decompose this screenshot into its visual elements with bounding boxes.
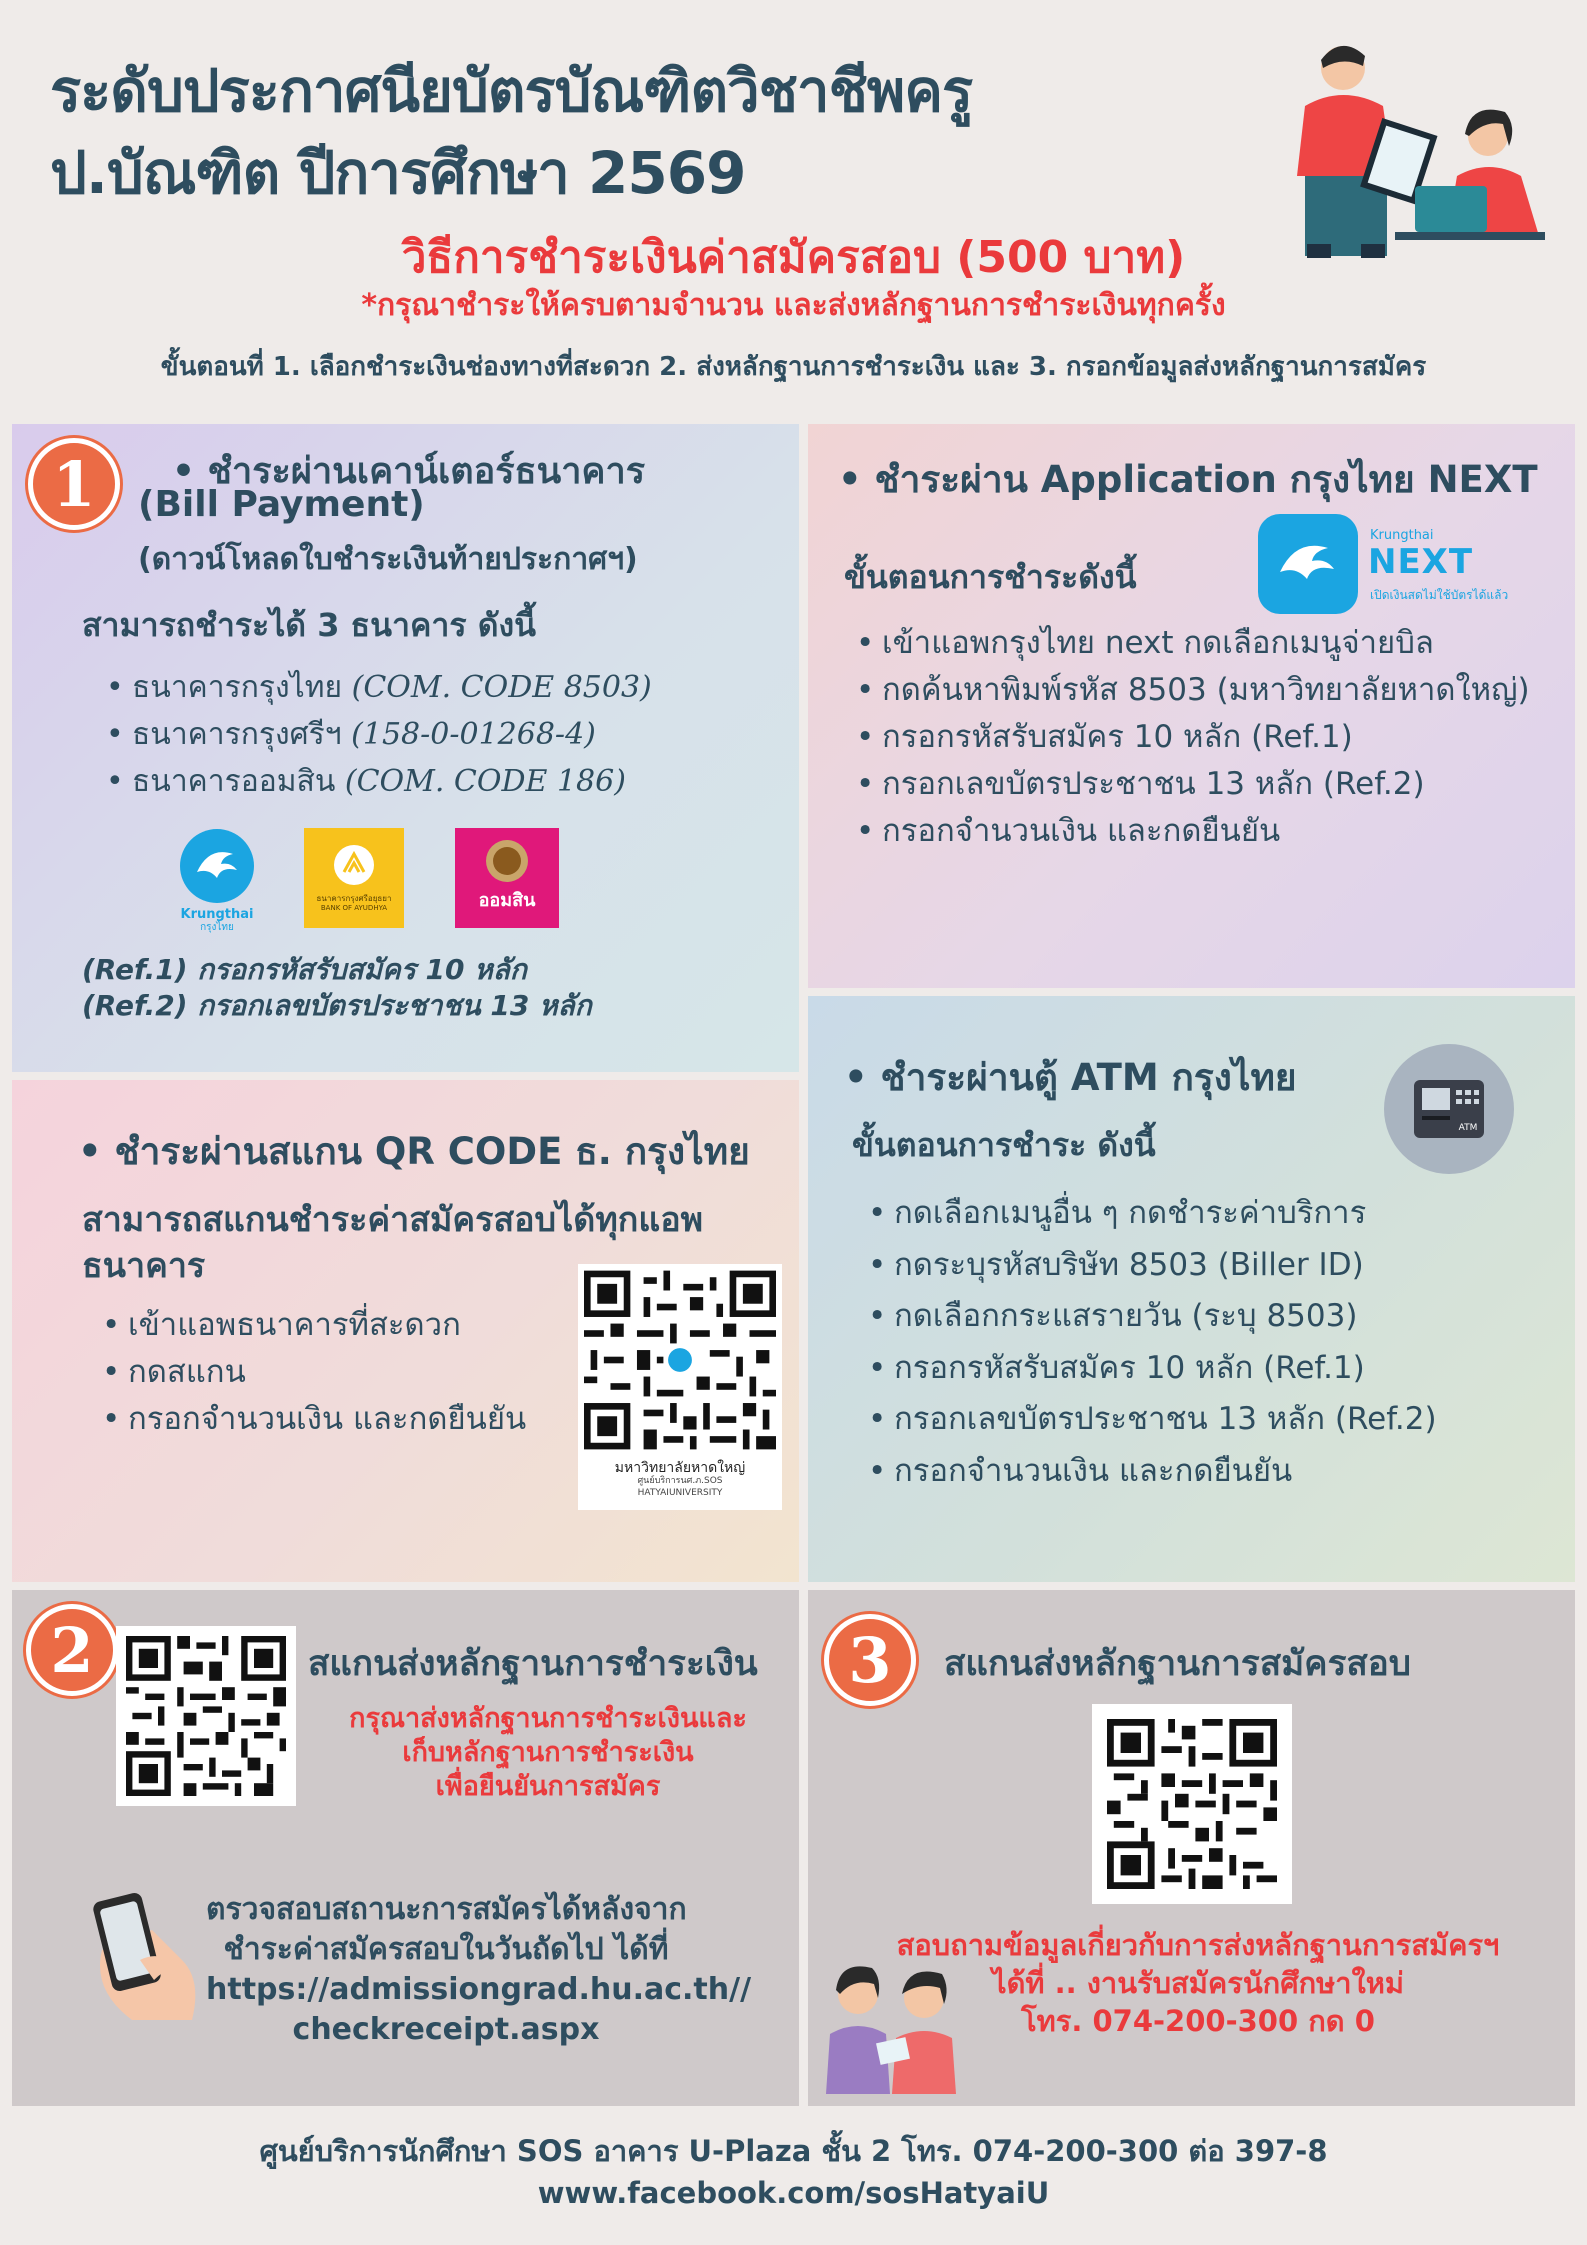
- app-step: • กรอกรหัสรับสมัคร 10 หลัก (Ref.1): [852, 714, 1530, 761]
- payment-qr-code-icon: [584, 1270, 776, 1450]
- atm-step: • กดระบุรหัสบริษัท 8503 (Biller ID): [864, 1240, 1437, 1292]
- counter-heading-bill: (Bill Payment): [138, 484, 425, 525]
- qr-step: • กดสแกน: [98, 1349, 526, 1396]
- app-steps-heading: ขั้นตอนการชำระดังนี้: [844, 558, 1137, 596]
- atm-machine-icon: [1384, 1044, 1514, 1174]
- app-step: • กดค้นหาพิมพ์รหัส 8503 (มหาวิทยาลัยหาดใหญ่): [852, 667, 1530, 714]
- atm-step: • กดเลือกเมนูอื่น ๆ กดชำระค่าบริการ: [864, 1188, 1437, 1240]
- qr-sub-line1: สามารถสแกนชำระค่าสมัครสอบได้ทุกแอพ: [82, 1200, 704, 1240]
- payment-proof-heading: สแกนส่งหลักฐานการชำระเงิน: [308, 1644, 758, 1684]
- qr-payment-panel: [12, 1080, 799, 1582]
- bank-item-gsb: • ธนาคารออมสิน (COM. CODE 186): [102, 758, 652, 805]
- atm-step: • กดเลือกกระแสรายวัน (ระบุ 8503): [864, 1291, 1437, 1343]
- payment-proof-qr-code-icon: [126, 1636, 286, 1796]
- status-check-link-path[interactable]: checkreceipt.aspx: [292, 2012, 600, 2047]
- phone-hand-icon: [82, 1890, 212, 2030]
- krungthai-next-logo: Krungthai NEXT เปิดเงินสดไม่ใช้บัตรได้แล้ว: [1258, 514, 1518, 614]
- steps-summary: ขั้นตอนที่ 1. เลือกชำระเงินช่องทางที่สะดวก 2. ส่งหลักฐานการชำระเงิน และ 3. กรอกข้อมูลส่งหลักฐานการสมัคร: [160, 352, 1427, 382]
- krungsri-logo: ธนาคารกรุงศรีอยุธยา BANK OF AYUDHYA: [304, 828, 404, 928]
- atm-step: • กรอกเลขบัตรประชาชน 13 หลัก (Ref.2): [864, 1394, 1437, 1446]
- gsb-emblem-icon: [482, 836, 532, 886]
- atm-payment-panel: [808, 996, 1575, 1582]
- ref1-note: (Ref.1) กรอกรหัสรับสมัคร 10 หลัก: [82, 953, 527, 986]
- atm-icon: [1384, 1044, 1514, 1174]
- qr-heading: • ชำระผ่านสแกน QR CODE ธ. กรุงไทย: [78, 1130, 750, 1173]
- app-step: • กรอกจำนวนเงิน และกดยืนยัน: [852, 808, 1530, 855]
- payment-subtitle: วิธีการชำระเงินค่าสมัครสอบ (500 บาท): [401, 232, 1186, 283]
- qr-steps-list: [98, 1302, 526, 1443]
- svg-text:ATM: ATM: [1458, 1123, 1478, 1133]
- app-heading: • ชำระผ่าน Application กรุงไทย NEXT: [838, 458, 1538, 501]
- gsb-logo: ออมสิน: [455, 828, 559, 928]
- krungthai-logo: Krungthai กรุงไทย: [177, 828, 257, 928]
- bank-item-krungthai: • ธนาคารกรุงไทย (COM. CODE 8503): [102, 664, 652, 711]
- footer-address: ศูนย์บริการนักศึกษา SOS อาคาร U-Plaza ชั้น 2 โทร. 074-200-300 ต่อ 397-8: [259, 2134, 1328, 2168]
- step-badge-1: 1: [28, 438, 120, 530]
- page-title-line1: ระดับประกาศนียบัตรบัณฑิตวิชาชีพครู: [50, 57, 973, 125]
- app-step: • กรอกเลขบัตรประชาชน 13 หลัก (Ref.2): [852, 761, 1530, 808]
- krungthai-bird-icon: [179, 828, 255, 904]
- application-proof-qr[interactable]: [1092, 1704, 1292, 1904]
- application-proof-qr-code-icon: [1107, 1719, 1277, 1889]
- payment-note: *กรุณาชำระให้ครบตามจำนวน และส่งหลักฐานการชำระเงินทุกครั้ง: [361, 288, 1226, 323]
- qr-step: • เข้าแอพธนาคารที่สะดวก: [98, 1302, 526, 1349]
- counter-heading: • ชำระผ่านเคาน์เตอร์ธนาคาร: [172, 451, 646, 492]
- atm-heading: • ชำระผ่านตู้ ATM กรุงไทย: [844, 1056, 1297, 1099]
- counter-payment-panel: [12, 424, 799, 1072]
- bank-item-krungsri: • ธนาคารกรุงศรีฯ (158-0-01268-4): [102, 711, 652, 758]
- atm-step: • กรอกรหัสรับสมัคร 10 หลัก (Ref.1): [864, 1343, 1437, 1395]
- atm-step: • กรอกจำนวนเงิน และกดยืนยัน: [864, 1446, 1437, 1498]
- krungthai-qr-card: มหาวิทยาลัยหาดใหญ่ ศูนย์บริการนศ.ภ.SOS HATYAIUNIVERSITY: [578, 1264, 782, 1510]
- app-payment-panel: [808, 424, 1575, 988]
- footer-facebook-link[interactable]: www.facebook.com/sosHatyaiU: [537, 2176, 1050, 2210]
- payment-proof-panel: [12, 1590, 799, 2106]
- status-check-text: ตรวจสอบสถานะการสมัครได้หลังจาก ชำระค่าสมัครสอบในวันถัดไป ได้ที่ https://admissiongrad.hu.ac.th// checkreceipt.aspx: [206, 1890, 686, 2050]
- ref2-note: (Ref.2) กรอกเลขบัตรประชาชน 13 หลัก: [82, 989, 592, 1022]
- step-badge-3: 3: [824, 1614, 916, 1706]
- application-proof-panel: [808, 1590, 1575, 2106]
- payment-proof-note: กรุณาส่งหลักฐานการชำระเงินและ เก็บหลักฐานการชำระเงิน เพื่อยืนยันการสมัคร: [349, 1703, 747, 1802]
- payment-proof-qr[interactable]: [116, 1626, 296, 1806]
- krungsri-emblem-icon: [329, 840, 379, 890]
- application-proof-heading: สแกนส่งหลักฐานการสมัครสอบ: [944, 1644, 1411, 1684]
- qr-step: • กรอกจำนวนเงิน และกดยืนยัน: [98, 1396, 526, 1443]
- step-badge-2: 2: [26, 1604, 118, 1696]
- qr-sub-line2: ธนาคาร: [82, 1246, 206, 1286]
- page-title-line2: ป.บัณฑิต ปีการศึกษา 2569: [50, 139, 746, 207]
- krungthai-next-app-icon: [1258, 514, 1358, 614]
- status-check-link[interactable]: https://admissiongrad.hu.ac.th//: [206, 1972, 752, 2007]
- banks-heading: สามารถชำระได้ 3 ธนาคาร ดังนี้: [82, 606, 536, 644]
- app-steps-list: [852, 620, 1530, 855]
- app-step: • เข้าแอพกรุงไทย next กดเลือกเมนูจ่ายบิล: [852, 620, 1530, 667]
- application-contact: สอบถามข้อมูลเกี่ยวกับการส่งหลักฐานการสมัครฯ ได้ที่ .. งานรับสมัครนักศึกษาใหม่ โทร. 074-200-300 กด 0: [896, 1928, 1500, 2038]
- atm-steps-list: [864, 1188, 1437, 1497]
- bank-list: [102, 664, 652, 805]
- atm-steps-heading: ขั้นตอนการชำระ ดังนี้: [852, 1126, 1156, 1164]
- download-note: (ดาวน์โหลดใบชำระเงินท้ายประกาศฯ): [138, 542, 638, 577]
